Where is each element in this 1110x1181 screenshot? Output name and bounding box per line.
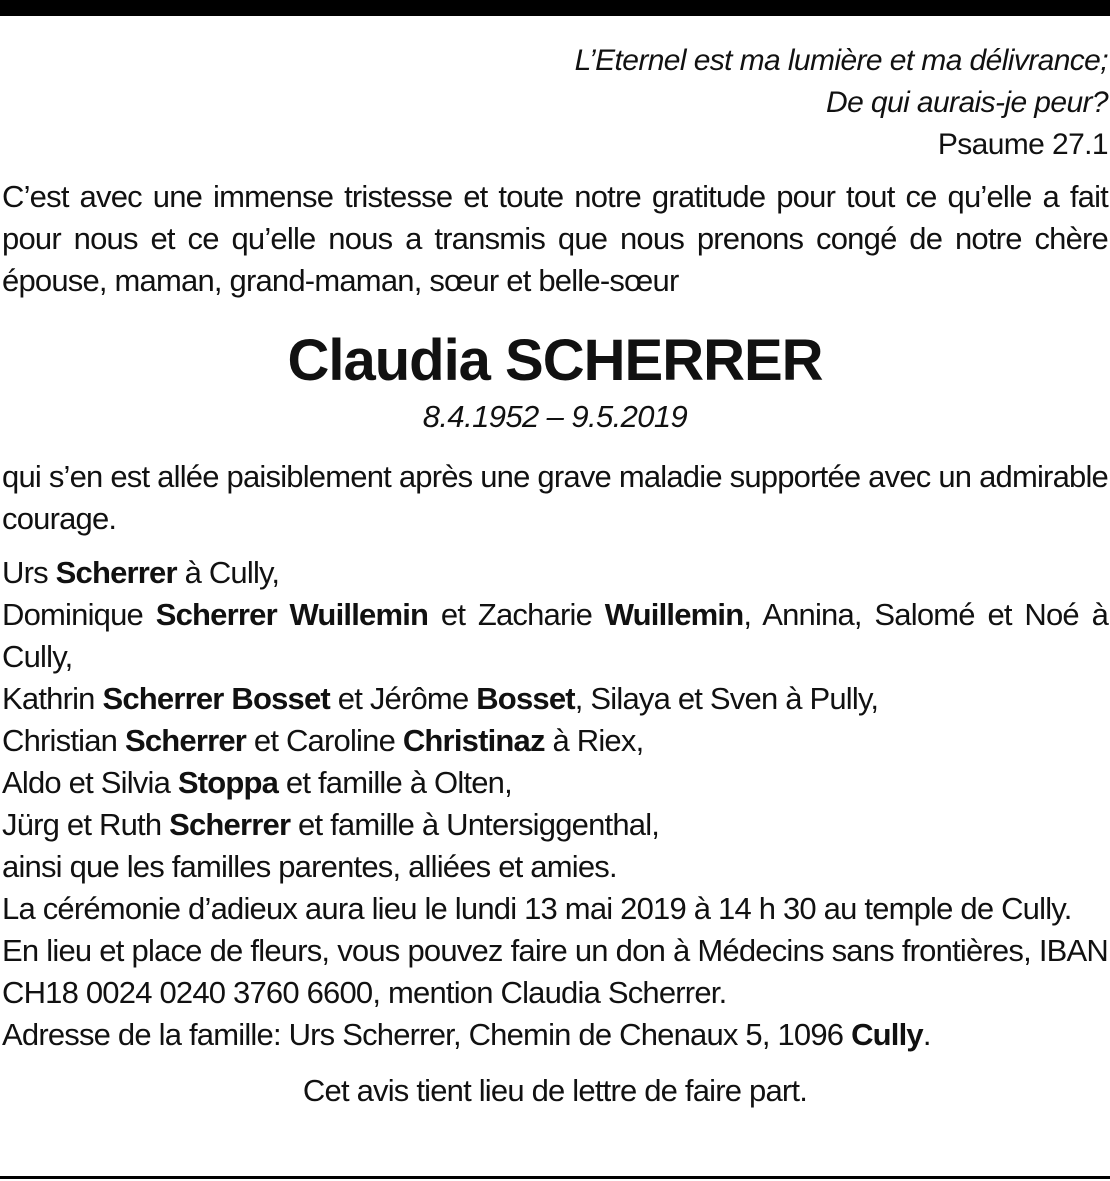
verse-line-2: De qui aurais-je peur?: [826, 86, 1108, 119]
family-line: Kathrin Scherrer Bosset et Jérôme Bosset, Silaya et Sven à Pully,: [2, 681, 879, 716]
family-surname: Stoppa: [177, 765, 279, 800]
donation-info: En lieu et place de fleurs, vous pouvez faire un don à Médecins sans frontières, IBAN CH18 0024 0240 3760 6600, mention Claudia Scherrer.: [2, 933, 1108, 1010]
family-surname: Bosset: [476, 681, 575, 716]
obituary-notice: [2, 40, 1108, 1112]
family-line: Jürg et Ruth Scherrer et famille à Untersiggenthal,: [2, 807, 660, 842]
family-surname: Scherrer: [124, 723, 247, 758]
family-line: ainsi que les familles parentes, alliées et amies.: [2, 849, 617, 884]
family-line: Dominique Scherrer Wuillemin et Zacharie Wuillemin, Annina, Salomé et Noé à Cully,: [2, 597, 1109, 674]
bottom-border-rule: [0, 1176, 1110, 1179]
family-surname: Scherrer Wuillemin: [155, 597, 429, 632]
intro-paragraph: C’est avec une immense tristesse et toute notre gratitude pour tout ce qu’elle a fait pour nous et ce qu’elle nous a transmis que nous prenons congé de notre chère épouse, maman, grand-maman, sœur et belle-sœur: [2, 179, 1108, 298]
family-surname: Scherrer: [169, 807, 291, 842]
top-border-rule: [0, 0, 1110, 16]
family-surname: Christinaz: [402, 723, 545, 758]
life-dates: 8.4.1952 – 9.5.2019: [422, 399, 688, 434]
family-address: Adresse de la famille: Urs Scherrer, Chemin de Chenaux 5, 1096 Cully.: [2, 1017, 931, 1052]
family-surname: Scherrer: [55, 555, 177, 590]
deceased-name: Claudia SCHERRER: [287, 328, 823, 393]
passing-paragraph: qui s’en est allée paisiblement après une grave maladie supportée avec un admirable courage.: [2, 459, 1108, 536]
verse-line-1: L’Eternel est ma lumière et ma délivrance;: [574, 44, 1108, 77]
bible-verse: [2, 40, 1108, 166]
family-line: Christian Scherrer et Caroline Christinaz à Riex,: [2, 723, 644, 758]
family-surname: Scherrer Bosset: [102, 681, 330, 716]
ceremony-info: La cérémonie d’adieux aura lieu le lundi 13 mai 2019 à 14 h 30 au temple de Cully.: [2, 891, 1072, 926]
verse-reference: Psaume 27.1: [937, 128, 1108, 161]
family-line: Aldo et Silvia Stoppa et famille à Olten,: [2, 765, 512, 800]
closing-note: Cet avis tient lieu de lettre de faire part.: [302, 1073, 808, 1108]
family-surname: Wuillemin: [604, 597, 744, 632]
address-town: Cully: [851, 1017, 923, 1052]
family-list: [2, 552, 1108, 888]
family-line: Urs Scherrer à Cully,: [2, 555, 280, 590]
